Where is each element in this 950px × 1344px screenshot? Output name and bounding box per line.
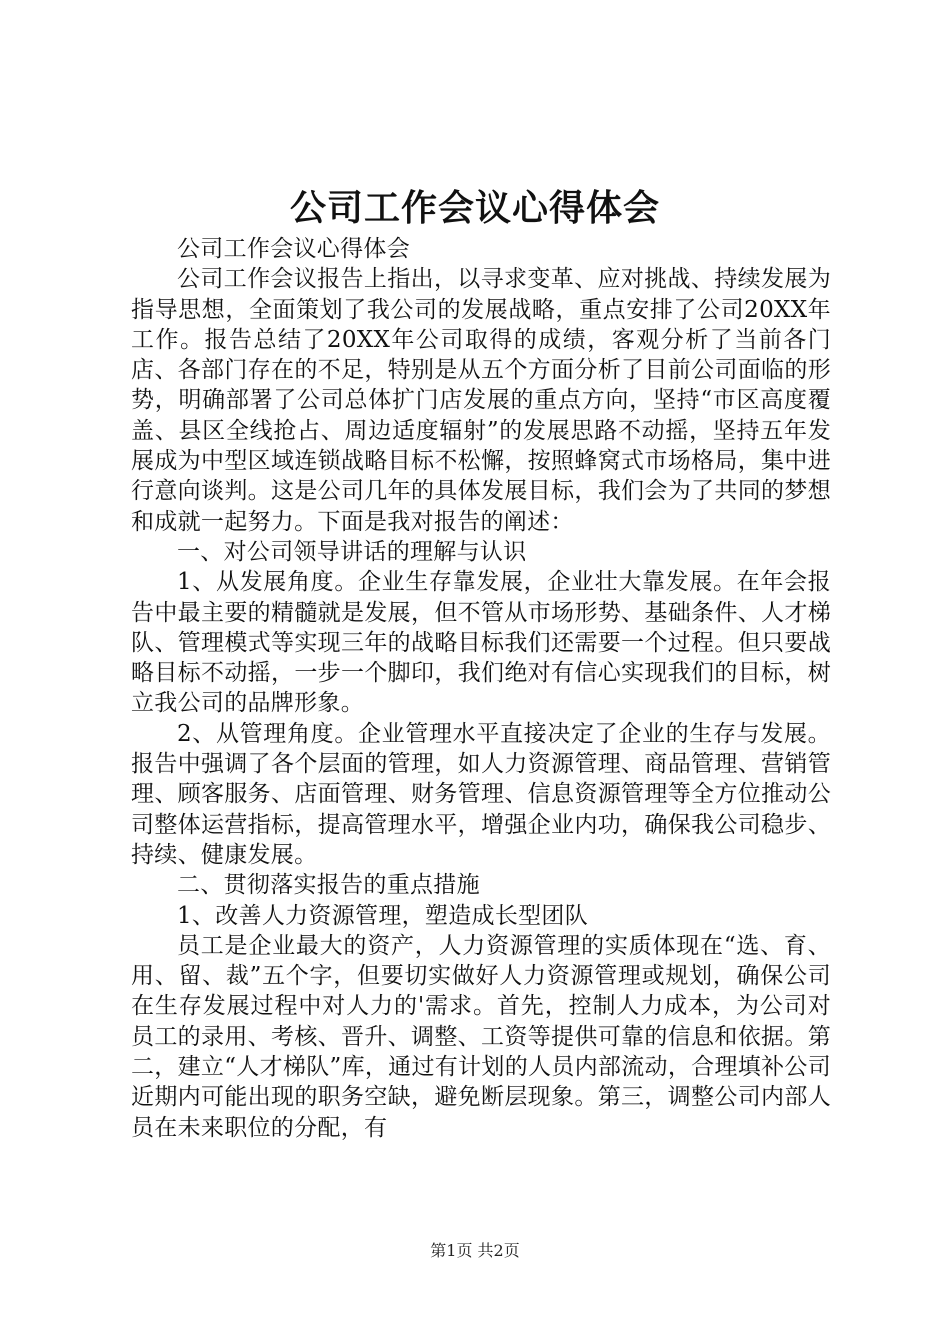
page-number-footer: 第1页 共2页 — [430, 1241, 520, 1260]
document-body — [131, 234, 831, 1143]
document-title: 公司工作会议心得体会 — [289, 187, 660, 229]
paragraph-management: 2、从管理角度。企业管理水平直接决定了企业的生存与发展。报告中强调了各个层面的管理，如人力资源管理、商品管理、营销管理、顾客服务、店面管理、财务管理、信息资源管理等全方位推动公司整体运营指标，提高管理水平，增强企业内功，确保我公司稳步、持续、健康发展。 — [131, 720, 831, 868]
paragraph-subtitle: 公司工作会议心得体会 — [177, 236, 410, 262]
subsection-heading-hr: 1、改善人力资源管理，塑造成长型团队 — [177, 902, 589, 929]
section-heading-1: 一、对公司领导讲话的理解与认识 — [177, 538, 527, 565]
paragraph-hr: 员工是企业最大的资产，人力资源管理的实质体现在“选、育、用、留、裁”五个字，但要切实做好人力资源管理或规划，确保公司在生存发展过程中对人力的'需求。首先，控制人力成本，为公司对员工的录用、考核、晋升、调整、工资等提供可靠的信息和依据。第二，建立“人才梯队”库，通过有计划的人员内部流动，合理填补公司近期内可能出现的职务空缺，避免断层现象。第三，调整公司内部人员在未来职位的分配，有 — [131, 932, 831, 1141]
paragraph-intro: 公司工作会议报告上指出，以寻求变革、应对挑战、持续发展为指导思想，全面策划了我公司的发展战略，重点安排了公司20XX年工作。报告总结了20XX年公司取得的成绩，客观分析了当前各门店、各部门存在的不足，特别是从五个方面分析了目前公司面临的形势，明确部署了公司总体扩门店发展的重点方向，坚持“市区高度覆盖、县区全线抢占、周边适度辐射”的发展思路不动摇，坚持五年发展成为中型区域连锁战略目标不松懈，按照蜂窝式市场格局，集中进行意向谈判。这是公司几年的具体发展目标，我们会为了共同的梦想和成就一起努力。下面是我对报告的阐述： — [131, 266, 831, 535]
section-heading-2: 二、贯彻落实报告的重点措施 — [177, 872, 480, 899]
paragraph-development: 1、从发展角度。企业生存靠发展，企业壮大靠发展。在年会报告中最主要的精髓就是发展，但不管从市场形势、基础条件、人才梯队、管理模式等实现三年的战略目标我们还需要一个过程。但只要战略目标不动摇，一步一个脚印，我们绝对有信心实现我们的目标，树立我公司的品牌形象。 — [131, 569, 831, 717]
